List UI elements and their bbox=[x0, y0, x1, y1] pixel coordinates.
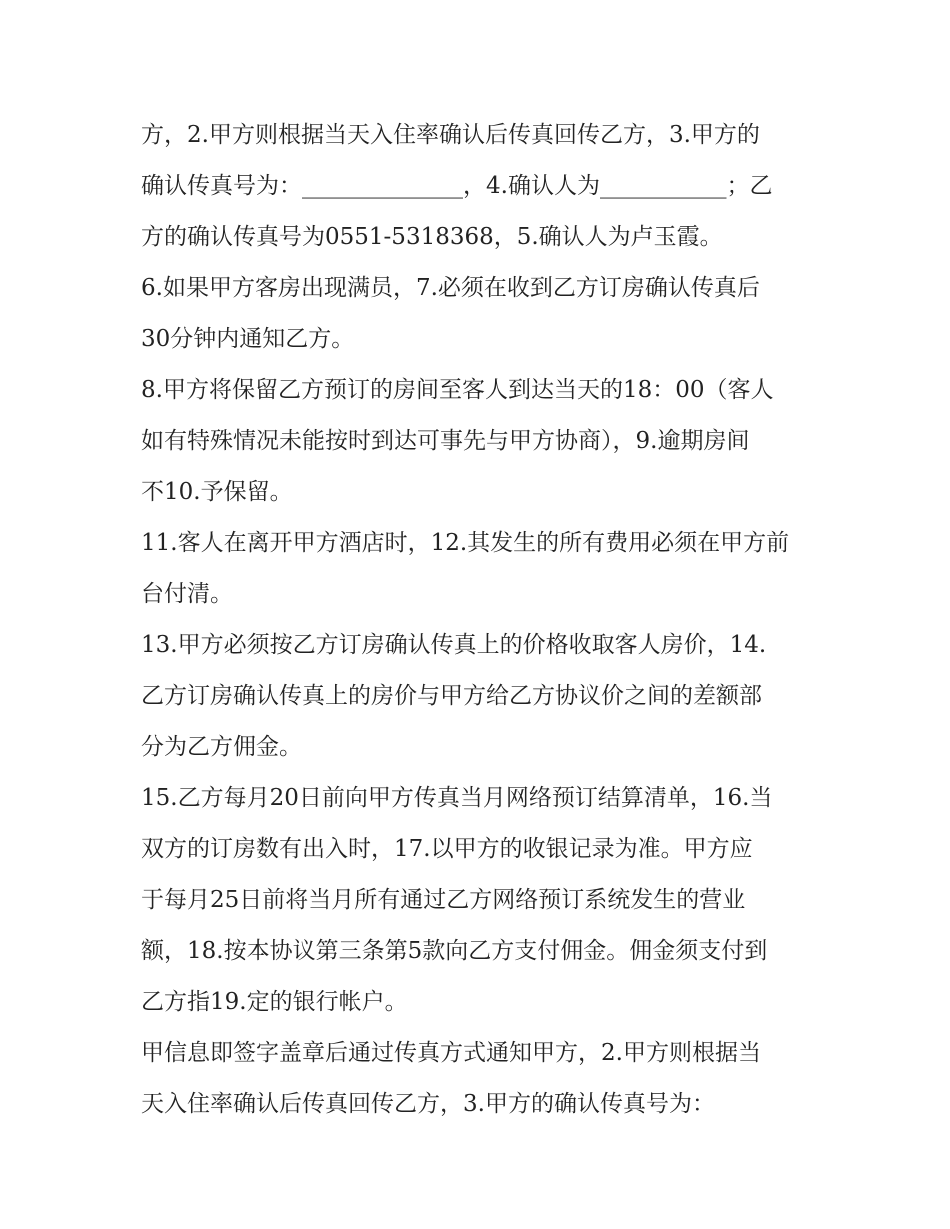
text-line: 15.乙方每月20日前向甲方传真当月网络预订结算清单，16.当 bbox=[141, 785, 773, 811]
text-line: 甲信息即签字盖章后通过传真方式通知甲方，2.甲方则根据当 bbox=[141, 1040, 761, 1066]
text-line: 如有特殊情况未能按时到达可事先与甲方协商），9.逾期房间 bbox=[141, 428, 750, 454]
text-line: 30分钟内通知乙方。 bbox=[141, 326, 355, 352]
text-line: 台付清。 bbox=[141, 581, 233, 607]
paragraph-monthly-settlement bbox=[141, 773, 821, 1028]
text-line: 8.甲方将保留乙方预订的房间至客人到达当天的18：00（客人 bbox=[141, 377, 774, 403]
text-line: 13.甲方必须按乙方订房确认传真上的价格收取客人房价，14. bbox=[141, 632, 767, 658]
paragraph-room-rate-commission bbox=[141, 620, 821, 773]
text-line: 方，2.甲方则根据当天入住率确认后传真回传乙方，3.甲方的 bbox=[141, 122, 760, 148]
text-line: 方的确认传真号为0551-5318368，5.确认人为卢玉霞。 bbox=[141, 224, 723, 250]
text-line: 分为乙方佣金。 bbox=[141, 734, 302, 760]
paragraph-full-occupancy bbox=[141, 263, 821, 365]
text-line: 6.如果甲方客房出现满员，7.必须在收到乙方订房确认传真后 bbox=[141, 275, 760, 301]
text-line: 天入住率确认后传真回传乙方，3.甲方的确认传真号为： bbox=[141, 1091, 715, 1117]
paragraph-checkout-payment bbox=[141, 518, 821, 620]
paragraph-fax-confirmation bbox=[141, 110, 821, 263]
paragraph-fax-notification bbox=[141, 1028, 821, 1130]
text-line: 11.客人在离开甲方酒店时，12.其发生的所有费用必须在甲方前 bbox=[141, 530, 790, 556]
text-line: 于每月25日前将当月所有通过乙方网络预订系统发生的营业 bbox=[141, 887, 746, 913]
text-line: 确认传真号为：______________，4.确认人为___________；乙 bbox=[141, 173, 773, 199]
text-line: 乙方订房确认传真上的房价与甲方给乙方协议价之间的差额部 bbox=[141, 683, 762, 709]
paragraph-room-hold bbox=[141, 365, 821, 518]
text-line: 不10.予保留。 bbox=[141, 479, 293, 505]
document-body bbox=[141, 110, 821, 1130]
text-line: 乙方指19.定的银行帐户。 bbox=[141, 989, 408, 1015]
text-line: 额，18.按本协议第三条第5款向乙方支付佣金。佣金须支付到 bbox=[141, 938, 768, 964]
text-line: 双方的订房数有出入时，17.以甲方的收银记录为准。甲方应 bbox=[141, 836, 753, 862]
